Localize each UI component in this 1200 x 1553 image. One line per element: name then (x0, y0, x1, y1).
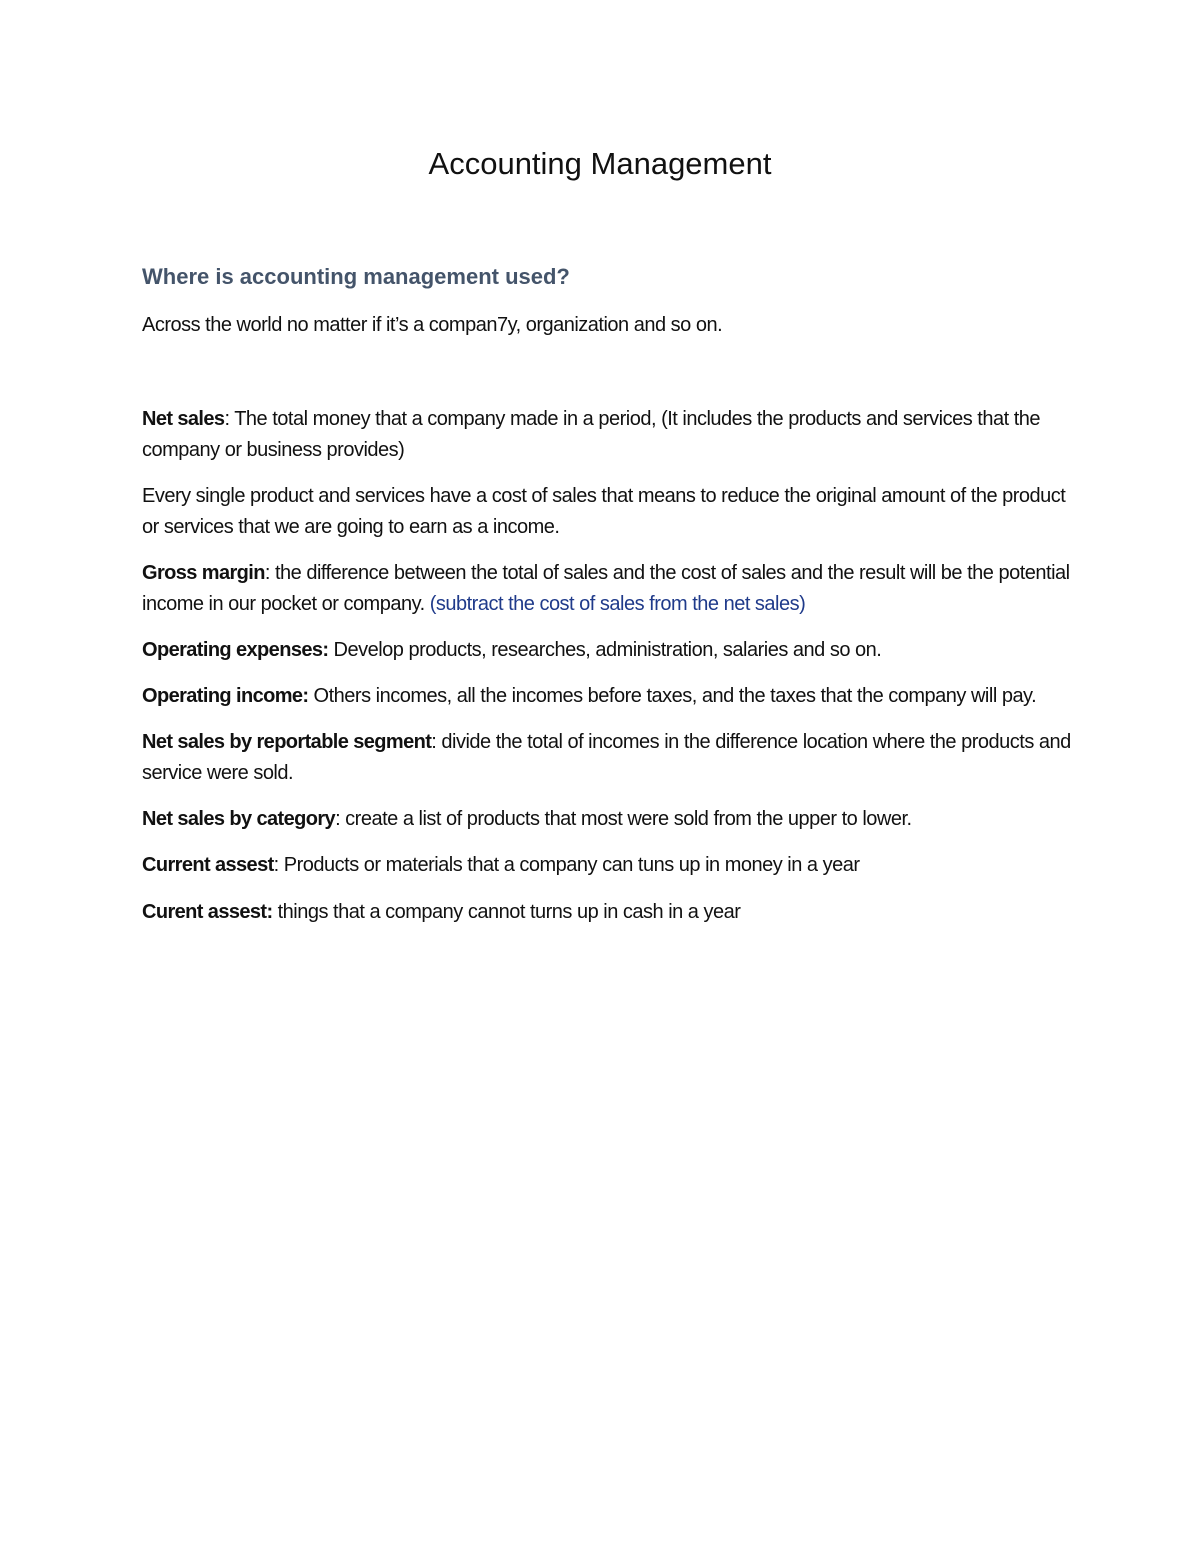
definition-text: things that a company cannot turns up in cash in a year (272, 901, 741, 923)
section-heading: Where is accounting management used? (142, 264, 570, 289)
definition-text: Products or materials that a company can tuns up in money in a year (278, 854, 860, 876)
definition-net-sales (142, 404, 1072, 466)
definition-net-sales-by-category (142, 804, 1072, 835)
term-separator: : (264, 562, 270, 584)
definition-operating-income (142, 681, 1072, 712)
document-body (142, 262, 1072, 928)
term-separator: : (431, 731, 437, 753)
term-label: Net sales (142, 408, 225, 430)
definition-gross-margin (142, 558, 1072, 620)
term-label: Operating income: (142, 685, 309, 707)
definition-non-current-assets (142, 897, 1072, 928)
definition-text: The total money that a company made in a period, (It includes the products and services that the company or business provides) (142, 408, 1041, 461)
term-label: Net sales by reportable segment (142, 731, 432, 753)
definition-operating-expenses (142, 635, 1072, 666)
term-label: Gross margin (142, 562, 265, 584)
definition-text: create a list of products that most were sold from the upper to lower. (340, 808, 912, 830)
term-separator: : (335, 808, 341, 830)
definition-current-assets (142, 850, 1072, 881)
term-label: Operating expenses: (142, 639, 329, 661)
definition-text: the difference between the total of sales and the cost of sales and the result will be the potential income in our pocket or company. (142, 562, 1070, 615)
term-separator: : (224, 408, 230, 430)
paragraph-cost-of-sales: Every single product and services have a cost of sales that means to reduce the original amount of the product or services that we are going to earn as a income. (142, 485, 1066, 538)
term-label: Curent assest: (142, 901, 273, 923)
intro-paragraph: Across the world no matter if it’s a compan7y, organization and so on. (142, 314, 723, 336)
definition-net-sales-by-segment (142, 727, 1072, 789)
definition-text: Others incomes, all the incomes before taxes, and the taxes that the company will pay. (308, 685, 1037, 707)
definition-text: divide the total of incomes in the difference location where the products and service were sold. (142, 731, 1071, 784)
highlighted-note: (subtract the cost of sales from the net sales) (429, 593, 806, 615)
page-title: Accounting Management (428, 146, 772, 181)
term-label: Net sales by category (142, 808, 336, 830)
term-separator: : (273, 854, 279, 876)
definition-text: Develop products, researches, administration, salaries and so on. (328, 639, 882, 661)
term-label: Current assest (142, 854, 274, 876)
